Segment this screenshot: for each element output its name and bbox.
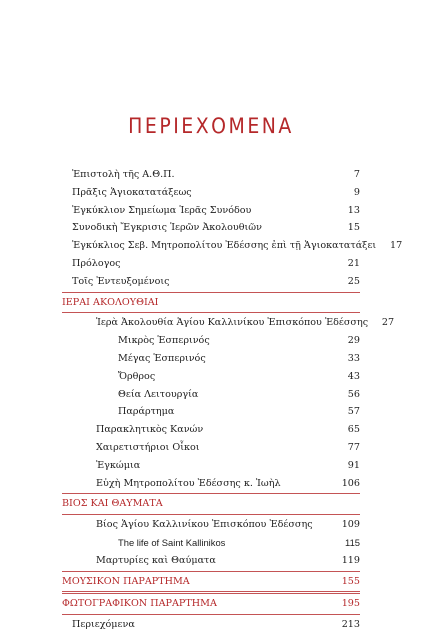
section-rule-top	[62, 593, 360, 594]
toc-entry-label: Πρᾶξις Ἁγιοκατατάξεως	[72, 186, 192, 198]
toc-entry[interactable]	[62, 166, 360, 184]
toc-entry-label: Ἱερὰ Ἀκολουθία Ἁγίου Καλλινίκου Ἐπισκόπου Ἐδέσσης	[96, 317, 369, 329]
toc-page-number: 213	[341, 619, 360, 631]
section-rule-bottom	[62, 614, 360, 615]
toc-entry-label: The life of Saint Kallinikos	[118, 536, 226, 548]
toc-entry-label: Ἐγκύκλιος Σεβ. Μητροπολίτου Ἐδέσσης ἐπὶ τῇ Ἁγιοκατατάξει	[72, 240, 377, 252]
table-of-contents	[62, 166, 403, 634]
toc-page-number: 91	[347, 459, 360, 471]
toc-page-number: 27	[381, 317, 395, 329]
section-rule-bottom	[62, 591, 360, 592]
toc-entry-label: Παράρτημα	[118, 406, 175, 418]
toc-entry[interactable]	[62, 616, 360, 634]
toc-entry[interactable]	[62, 475, 360, 493]
toc-page-number: 9	[353, 186, 360, 198]
toc-entry-label: ΜΟΥΣΙΚΟΝ ΠΑΡΑΡΤΗΜΑ	[62, 575, 190, 587]
toc-entry[interactable]	[62, 273, 360, 291]
toc-entry-label: Μέγας Ἑσπερινός	[118, 352, 206, 364]
toc-entry[interactable]	[62, 421, 360, 439]
toc-page-number: 29	[347, 335, 360, 347]
toc-page-number: 56	[347, 388, 360, 400]
toc-page-number: 33	[347, 352, 360, 364]
toc-page-number: 119	[341, 554, 360, 566]
toc-page-number: 77	[347, 441, 360, 453]
toc-entry[interactable]	[62, 314, 395, 332]
toc-entry-label: ΦΩΤΟΓΡΑΦΙΚΟΝ ΠΑΡΑΡΤΗΜΑ	[62, 598, 217, 610]
toc-entry[interactable]	[62, 386, 360, 404]
toc-page-number: 155	[341, 575, 360, 587]
toc-section-heading[interactable]	[62, 495, 360, 513]
toc-entry[interactable]	[62, 237, 403, 255]
toc-page-number: 25	[347, 275, 360, 287]
toc-page-number: 106	[341, 477, 360, 489]
section-rule-bottom	[62, 514, 360, 515]
toc-entry[interactable]	[62, 332, 360, 350]
toc-entry[interactable]	[62, 439, 360, 457]
toc-entry-label: Παρακλητικὸς Κανών	[96, 424, 204, 436]
toc-entry[interactable]	[62, 219, 360, 237]
toc-entry[interactable]	[62, 368, 360, 386]
toc-entry[interactable]	[62, 457, 360, 475]
toc-page-number: 57	[347, 406, 360, 418]
toc-page-number: 195	[341, 598, 360, 610]
toc-entry-label: Πρόλογος	[72, 257, 121, 269]
toc-page-number: 7	[353, 169, 360, 180]
toc-entry-label: Μαρτυρίες καὶ Θαύματα	[96, 554, 216, 566]
toc-entry[interactable]	[62, 516, 360, 534]
toc-entry-label: Εὐχὴ Μητροπολίτου Ἐδέσσης κ. Ἰωὴλ	[96, 477, 281, 489]
toc-entry[interactable]	[62, 534, 360, 552]
toc-section-heading[interactable]	[62, 573, 360, 591]
toc-entry-label: Συνοδικὴ Ἔγκρισις Ἱερῶν Ἀκολουθιῶν	[72, 222, 262, 234]
toc-entry[interactable]	[62, 255, 360, 273]
toc-page-number: 13	[347, 204, 360, 216]
toc-page-number: 21	[347, 257, 360, 269]
section-rule-top	[62, 493, 360, 494]
toc-section-heading[interactable]	[62, 294, 360, 312]
toc-section-heading[interactable]	[62, 595, 360, 613]
toc-entry[interactable]	[62, 202, 360, 220]
toc-entry-label: Ὄρθρος	[118, 370, 156, 382]
toc-page-number: 15	[347, 222, 360, 234]
toc-page-number: 65	[347, 424, 360, 436]
toc-entry-label: ΙΕΡΑΙ ΑΚΟΛΟΥΘΙΑΙ	[62, 296, 159, 308]
section-rule-bottom	[62, 312, 360, 313]
toc-entry-label: Τοῖς Ἐντευξομένοις	[72, 275, 170, 287]
toc-entry-label: ΒΙΟΣ ΚΑΙ ΘΑΥΜΑΤΑ	[62, 498, 163, 510]
section-rule-top	[62, 571, 360, 572]
toc-entry-label: Βίος Ἁγίου Καλλινίκου Ἐπισκόπου Ἐδέσσης	[96, 519, 313, 531]
toc-entry[interactable]	[62, 350, 360, 368]
toc-page-number: 43	[347, 370, 360, 382]
toc-entry-label: Περιεχόμενα	[72, 619, 135, 631]
toc-entry-label: Μικρὸς Ἑσπερινός	[118, 335, 210, 347]
toc-page-number: 17	[389, 240, 403, 252]
toc-entry-label: Θεία Λειτουργία	[118, 388, 199, 400]
page-title: ΠΕΡΙΕΧΟΜΕΝΑ	[128, 114, 294, 138]
toc-entry-label: Ἐγκύκλιον Σημείωμα Ἱερᾶς Συνόδου	[72, 204, 252, 216]
toc-entry-label: Χαιρετιστήριοι Οἶκοι	[96, 441, 200, 453]
toc-entry-label: Ἐγκώμια	[96, 459, 141, 471]
toc-entry[interactable]	[62, 403, 360, 421]
toc-entry[interactable]	[62, 184, 360, 202]
section-rule-top	[62, 292, 360, 293]
toc-page-number: 115	[345, 536, 360, 548]
toc-page-number: 109	[341, 519, 360, 531]
toc-entry[interactable]	[62, 552, 360, 570]
toc-entry-label: Ἐπιστολὴ τῆς Α.Θ.Π.	[72, 169, 175, 180]
